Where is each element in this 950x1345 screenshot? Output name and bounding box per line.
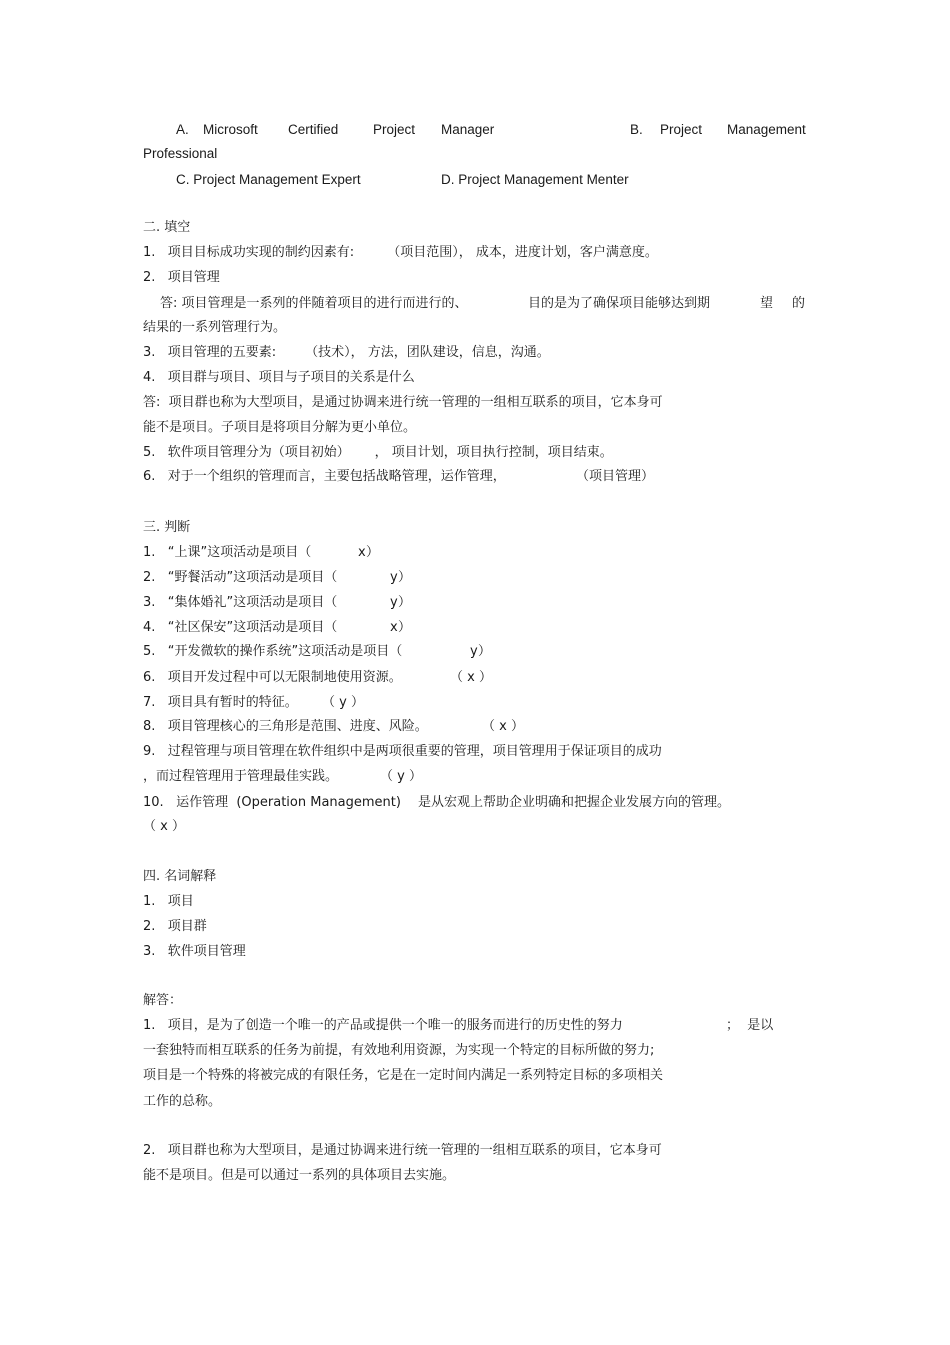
choice-a-word-1: Microsoft [203,122,258,137]
fill-q4-answer: 答: 项目群也称为大型项目，是通过协调来进行统一管理的一组相互联系的项目，它本身可 [143,395,663,410]
judge-q9-mark: （ y ） [380,769,422,784]
answer-2-line-2: 能不是项目。但是可以通过一系列的具体项目去实施。 [143,1168,456,1183]
judge-item: 3. “集体婚礼”这项活动是项目（ [143,595,338,610]
term-item: 3. 软件项目管理 [143,944,246,959]
judge-q10-mark: （ x ） [143,819,185,834]
judge-item: 7. 项目具有暂时的特征。 [143,695,298,710]
section-fill-heading: 二. 填空 [143,220,191,235]
judge-mark: （ x ） [482,719,524,734]
fill-q2-answer-b: 目的是为了确保项目能够达到期 [528,296,711,311]
judge-mark: y [390,570,398,585]
fill-q4-answer-wrap: 能不是项目。子项目是将项目分解为更小单位。 [143,420,417,435]
fill-q2-answer-d: 的 [792,296,806,311]
choice-a-word-3: Project [373,122,416,137]
fill-q2-answer-a: 答: 项目管理是一系列的伴随着项目的进行而进行的、 [160,296,468,311]
answer-2-line-1: 2. 项目群也称为大型项目，是通过协调来进行统一管理的一组相互联系的项目，它本身可 [143,1143,662,1158]
fill-q4: 4. 项目群与项目、项目与子项目的关系是什么 [143,370,415,385]
judge-close: ） [398,570,412,585]
judge-close: ） [478,644,492,659]
answers-heading: 解答： [143,993,183,1008]
fill-q1: 1. 项目目标成功实现的制约因素有: （项目范围）， 成本，进度计划，客户满意度。 [143,245,658,260]
judge-close: ） [398,620,412,635]
choice-a-label: A. [176,122,189,137]
fill-q3: 3. 项目管理的五要素: （技术）， 方法，团队建设，信息，沟通。 [143,345,550,360]
judge-mark: y [390,595,398,610]
choice-a-word-2: Certified [288,122,339,137]
judge-item: 5. “开发微软的操作系统”这项活动是项目（ [143,644,403,659]
judge-close: ） [398,595,412,610]
choice-b-word-2: Management [727,122,806,137]
choice-c: C. Project Management Expert [176,172,361,187]
choice-d: D. Project Management Menter [441,172,629,187]
judge-mark: （ y ） [322,695,364,710]
judge-q9-wrap: ，而过程管理用于管理最佳实践。 [143,769,339,784]
choice-b-wrap: Professional [143,146,218,161]
section-terms-heading: 四. 名词解释 [143,869,217,884]
answer-1-line-1-tail: ； 是以 [726,1018,774,1033]
choice-b-label: B. [630,122,643,137]
judge-mark: （ x ） [450,670,492,685]
fill-q2-answer-wrap: 结果的一系列管理行为。 [143,320,287,335]
answer-1-line-3: 项目是一个特殊的将被完成的有限任务，它是在一定时间内满足一系列特定目标的多项相关 [143,1068,664,1083]
judge-mark: x [390,620,398,635]
judge-item: 2. “野餐活动”这项活动是项目（ [143,570,338,585]
judge-q9: 9. 过程管理与项目管理在软件组织中是两项很重要的管理，项目管理用于保证项目的成功 [143,744,662,759]
fill-q6-answer: （项目管理） [576,469,655,484]
answer-1-line-2: 一套独特而相互联系的任务为前提，有效地利用资源，为实现一个特定的目标所做的努力; [143,1043,655,1058]
judge-q10-rest: 是从宏观上帮助企业明确和把握企业发展方向的管理。 [418,795,731,810]
judge-item: 4. “社区保安”这项活动是项目（ [143,620,338,635]
answer-1-line-1: 1. 项目，是为了创造一个唯一的产品或提供一个唯一的服务而进行的历史性的努力 [143,1018,623,1033]
judge-item: 8. 项目管理核心的三角形是范围、进度、风险。 [143,719,428,734]
judge-item: 6. 项目开发过程中可以无限制地使用资源。 [143,670,402,685]
judge-q10: 10. 运作管理 (Operation Management) [143,795,401,810]
answer-1-line-4: 工作的总称。 [143,1094,222,1109]
section-judge-heading: 三. 判断 [143,520,191,535]
term-item: 2. 项目群 [143,919,207,934]
fill-q2: 2. 项目管理 [143,270,220,285]
fill-q6: 6. 对于一个组织的管理而言，主要包括战略管理，运作管理， [143,469,506,484]
fill-q5: 5. 软件项目管理分为（项目初始） ， 项目计划，项目执行控制，项目结束。 [143,445,613,460]
judge-close: ） [366,545,380,560]
fill-q2-answer-c: 望 [760,296,774,311]
term-item: 1. 项目 [143,894,194,909]
judge-mark: x [358,545,366,560]
choice-a-word-4: Manager [441,122,495,137]
judge-item: 1. “上课”这项活动是项目（ [143,545,312,560]
choice-b-word-1: Project [660,122,703,137]
judge-mark: y [470,644,478,659]
